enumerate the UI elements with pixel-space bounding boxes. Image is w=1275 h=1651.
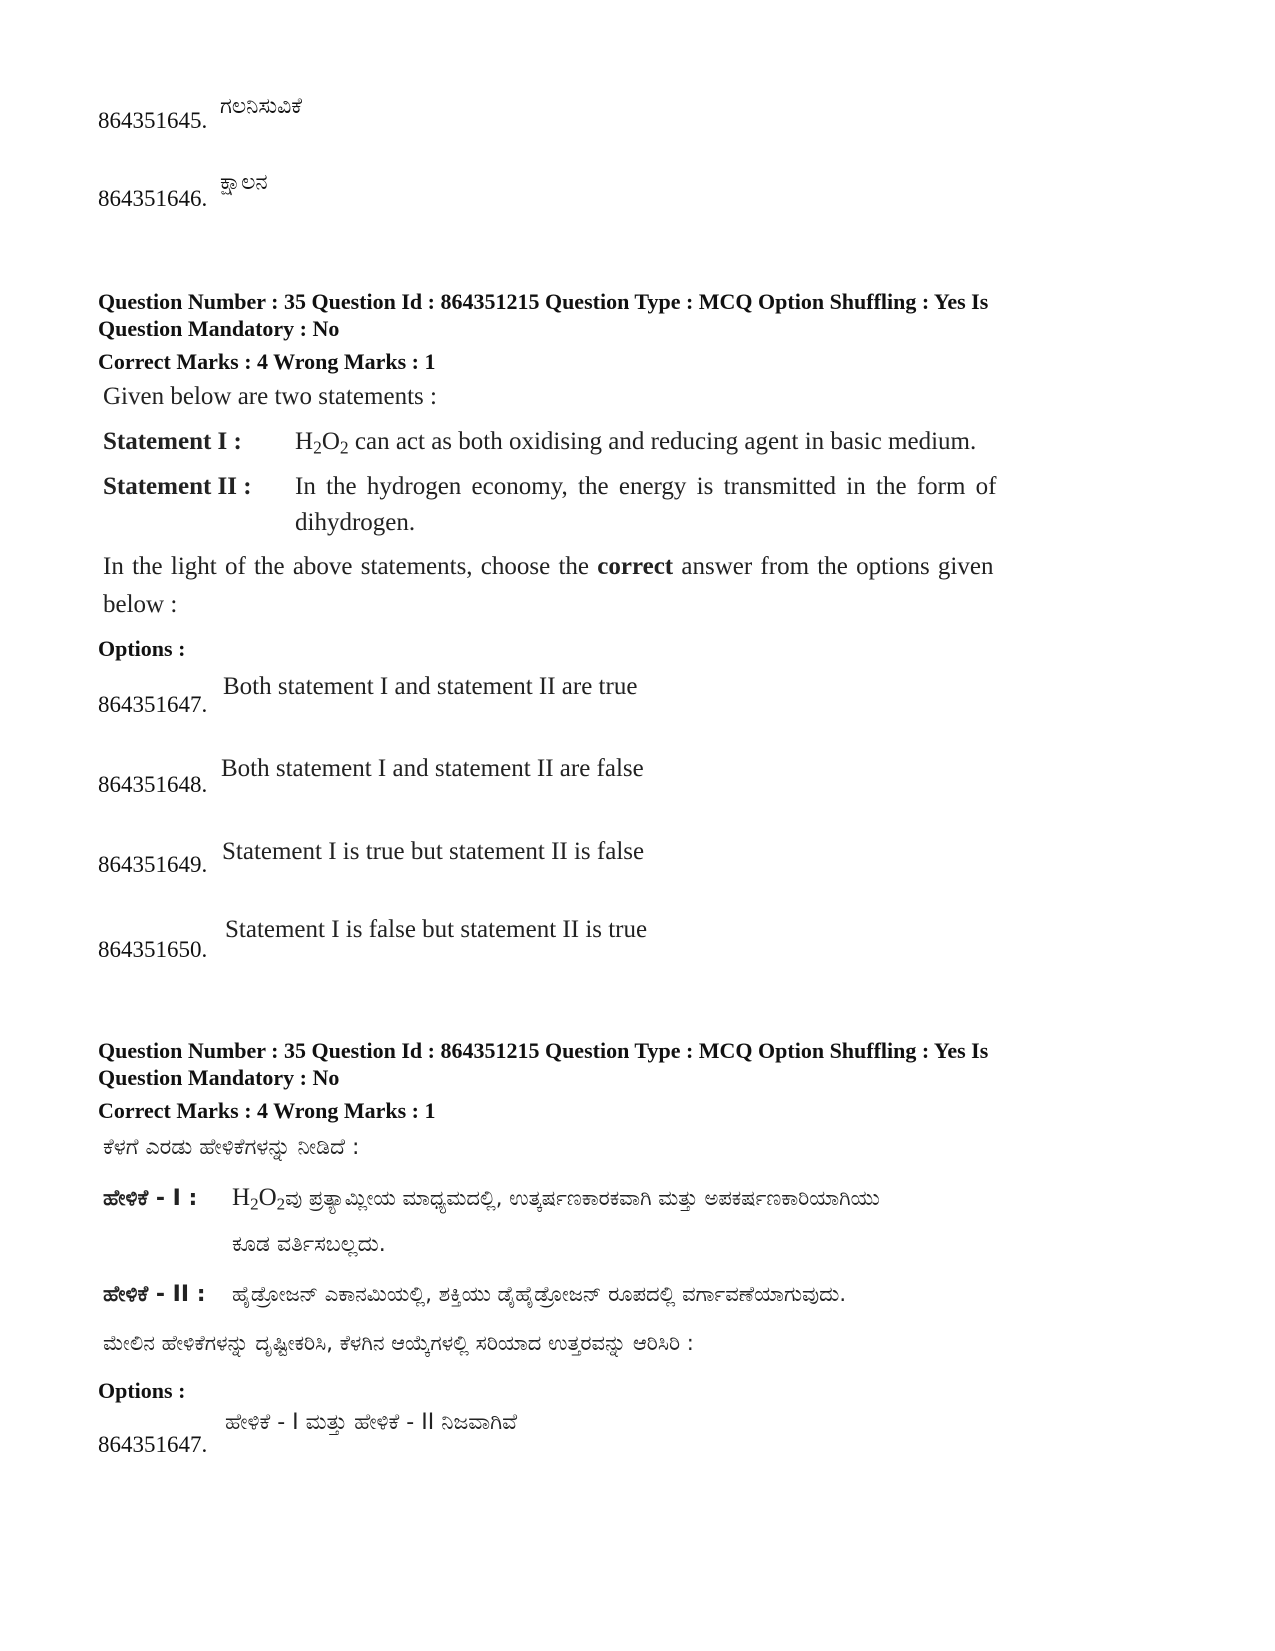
statement-1-label: ಹೇಳಿಕೆ - I : [103, 1186, 198, 1211]
question-header: Question Number : 35 Question Id : 864351215 Question Type : MCQ Option Shuffling : Yes Is [98, 289, 989, 314]
option-number: 864351649. [98, 852, 208, 877]
formula-sub: 2 [250, 1194, 259, 1214]
options-label: Options : [98, 1378, 186, 1403]
option-number: 864351646. [98, 186, 208, 211]
option-number: 864351647. [98, 1432, 208, 1457]
question-marks: Correct Marks : 4 Wrong Marks : 1 [98, 349, 436, 374]
statement-1-text-line2: ಕೂಡ ವರ್ತಿಸಬಲ್ಲದು. [232, 1232, 386, 1257]
instruction-line2: below : [103, 591, 178, 618]
question-marks: Correct Marks : 4 Wrong Marks : 1 [98, 1098, 436, 1123]
formula-h: H [295, 428, 314, 455]
option-text: ಗಲನಿಸುವಿಕೆ [220, 94, 303, 119]
question-mandatory: Question Mandatory : No [98, 316, 340, 341]
question-intro: Given below are two statements : [103, 383, 437, 410]
statement-2-text-line1: In the hydrogen economy, the energy is transmitted in the form of [295, 473, 997, 500]
statement-2-label: Statement II : [103, 473, 252, 500]
formula-o: O [258, 1184, 277, 1211]
statement-1-body: can act as both oxidising and reducing agent in basic medium. [348, 428, 977, 455]
question-mandatory: Question Mandatory : No [98, 1065, 340, 1090]
option-text: Statement I is false but statement II is true [225, 916, 648, 943]
option-text: Statement I is true but statement II is false [222, 838, 645, 865]
statement-2-label: ಹೇಳಿಕೆ - II : [103, 1282, 206, 1307]
formula-h: H [232, 1184, 251, 1211]
instruction-line1 [103, 553, 993, 581]
option-text: Both statement I and statement II are false [221, 755, 644, 782]
formula-sub: 2 [339, 437, 349, 458]
statement-1-body: ವು ಪ್ರತ್ಯಾಮ್ಲೀಯ ಮಾಧ್ಯಮದಲ್ಲಿ, ಉತ್ಕರ್ಷಣಕಾರಕವಾಗಿ ಮತ್ತು ಅಪಕರ್ಷಣಕಾರಿಯಾಗಿಯು [285, 1186, 880, 1210]
statement-1-text [295, 428, 976, 458]
formula-sub: 2 [276, 1194, 286, 1214]
statement-1-label: Statement I : [103, 428, 242, 455]
instruction-bold: correct [597, 553, 674, 580]
option-number: 864351648. [98, 772, 208, 797]
statement-1-text-line1 [232, 1184, 880, 1214]
instruction-post: answer from the options given [673, 553, 994, 580]
option-number: 864351650. [98, 937, 208, 962]
option-number: 864351647. [98, 692, 208, 717]
question-header: Question Number : 35 Question Id : 864351215 Question Type : MCQ Option Shuffling : Yes Is [98, 1038, 989, 1063]
statement-2-text: ಹೈಡ್ರೋಜನ್ ಎಕಾನಮಿಯಲ್ಲಿ, ಶಕ್ತಿಯು ಡೈಹೈಡ್ರೋಜನ್ ರೂಪದಲ್ಲಿ ವರ್ಗಾವಣೆಯಾಗುವುದು. [232, 1282, 847, 1306]
option-text: ಹೇಳಿಕೆ - I ಮತ್ತು ಹೇಳಿಕೆ - II ನಿಜವಾಗಿವೆ [225, 1410, 518, 1435]
option-text: ಕ್ಷಾಲನ [220, 170, 268, 195]
instruction-pre: In the light of the above statements, choose the [103, 553, 598, 580]
formula-o: O [321, 428, 340, 455]
options-label: Options : [98, 636, 186, 661]
instruction: ಮೇಲಿನ ಹೇಳಿಕೆಗಳನ್ನು ದೃಷ್ಟೀಕರಿಸಿ, ಕೆಳಗಿನ ಆಯ್ಕೆಗಳಲ್ಲಿ ಸರಿಯಾದ ಉತ್ತರವನ್ನು ಆರಿಸಿರಿ : [103, 1331, 694, 1355]
option-text: Both statement I and statement II are true [223, 673, 638, 700]
question-intro: ಕೆಳಗೆ ಎರಡು ಹೇಳಿಕೆಗಳನ್ನು ನೀಡಿದೆ : [103, 1135, 360, 1160]
option-number: 864351645. [98, 108, 208, 133]
statement-2-text-line2: dihydrogen. [295, 509, 416, 536]
formula-sub: 2 [313, 437, 322, 458]
